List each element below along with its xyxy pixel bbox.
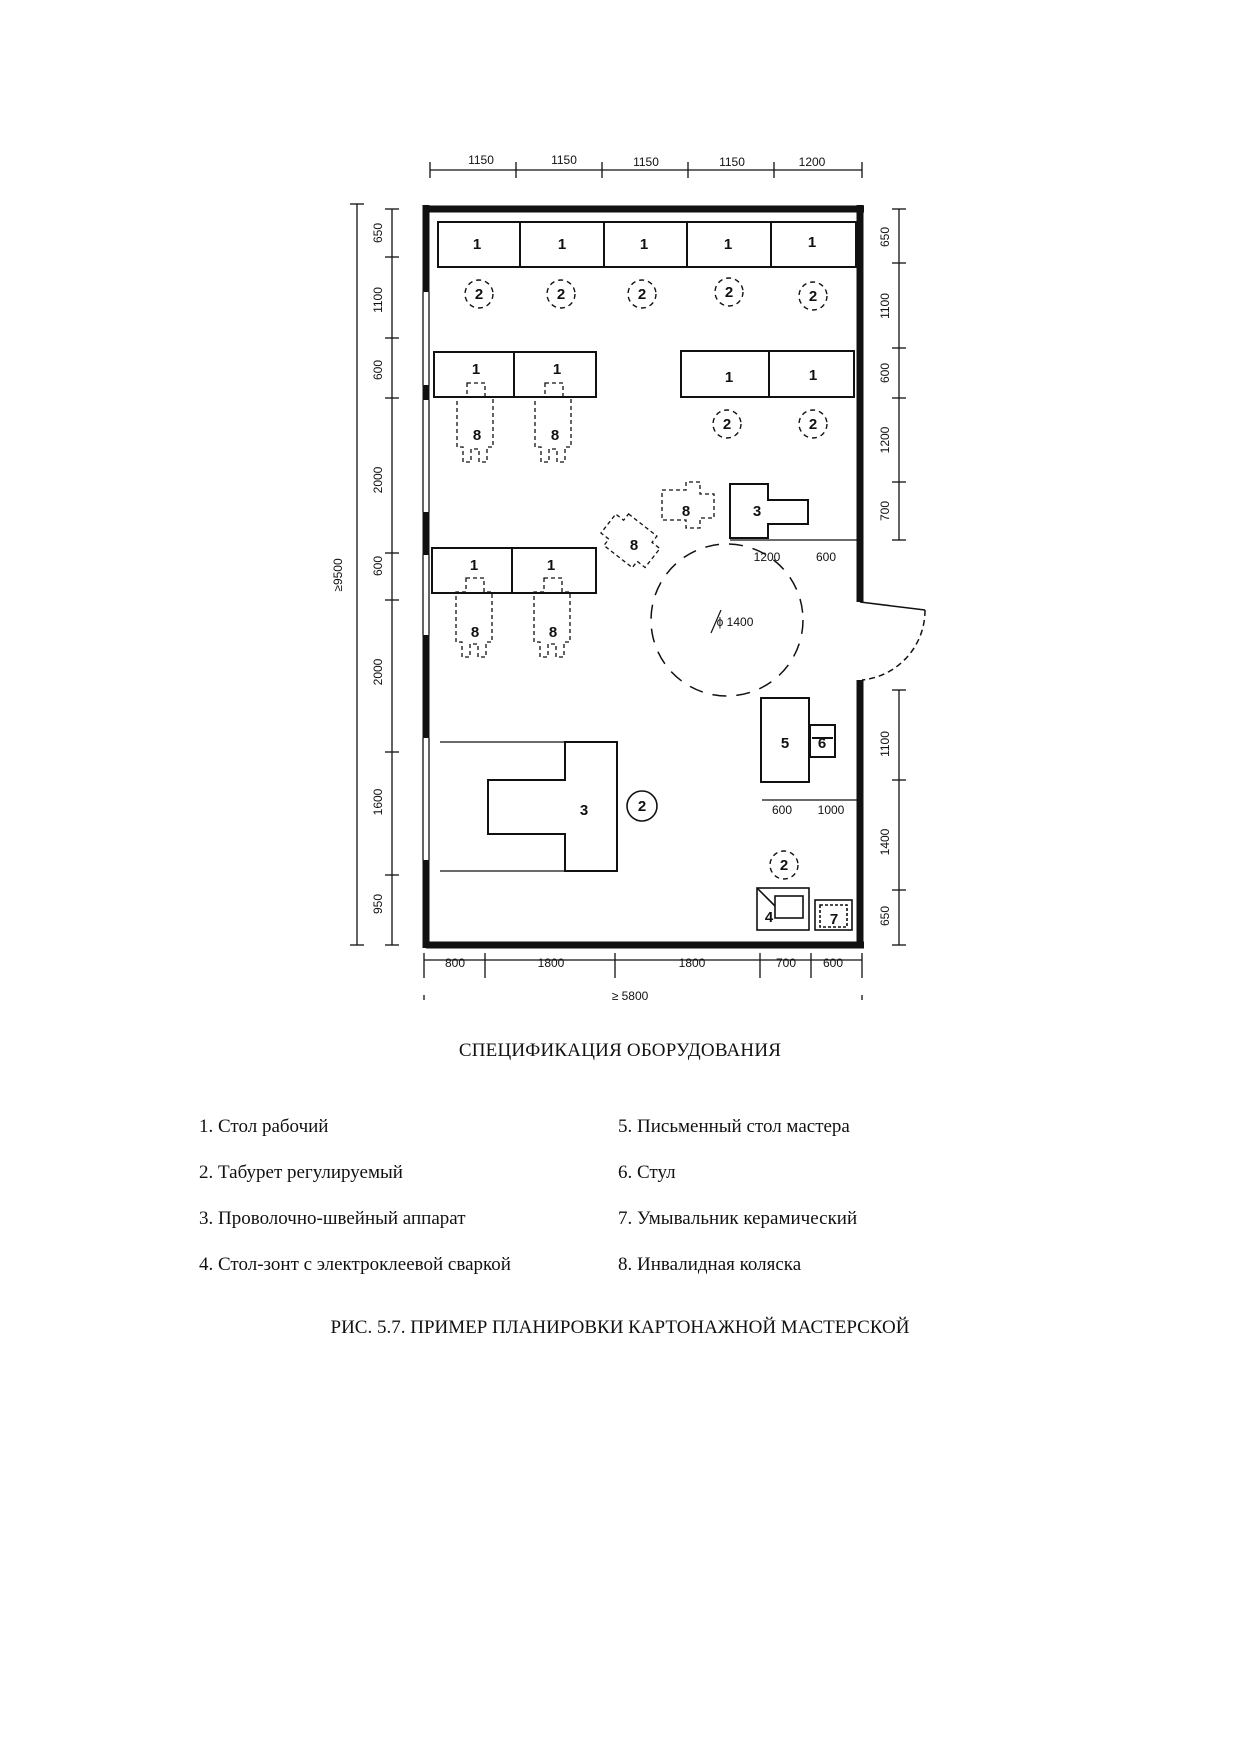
dim-right-2: 1100 <box>878 293 892 319</box>
mark-stool: 2 <box>808 288 818 305</box>
dim-top-2: 1150 <box>551 153 577 167</box>
dim-total-height: ≥9500 <box>331 558 345 592</box>
dim-left-7: 1600 <box>371 788 385 816</box>
dim-top-5: 1200 <box>798 155 826 169</box>
mark-stool: 2 <box>724 284 734 301</box>
dim-interior-4: 1000 <box>817 803 845 817</box>
dim-interior-3: 600 <box>771 803 793 817</box>
spec-list-left <box>199 1104 511 1288</box>
mark-table: 1 <box>724 369 734 386</box>
spec-item: 1. Стол рабочий <box>199 1116 329 1137</box>
dim-left-2: 1100 <box>371 287 385 313</box>
dim-bottom-5: 600 <box>822 956 844 970</box>
mark-wheelchair: 8 <box>548 624 558 641</box>
mark-hood: 4 <box>764 909 774 926</box>
dim-top-4: 1150 <box>719 155 745 169</box>
dim-top-1: 1150 <box>468 153 494 167</box>
mark-stool: 2 <box>474 286 484 303</box>
windows <box>423 292 429 860</box>
dim-left-6: 2000 <box>371 658 385 686</box>
mark-stool: 2 <box>637 286 647 303</box>
spec-item: 8. Инвалидная коляска <box>618 1254 802 1275</box>
mark-table: 1 <box>557 236 567 253</box>
dim-bottom-4: 700 <box>775 956 797 970</box>
figure-caption: РИС. 5.7. ПРИМЕР ПЛАНИРОВКИ КАРТОНАЖНОЙ МАСТЕРСКОЙ <box>330 1317 910 1338</box>
dim-left-4: 2000 <box>371 466 385 494</box>
dim-right-8: 650 <box>878 905 892 927</box>
dim-top-3: 1150 <box>633 155 659 169</box>
dim-bottom-2: 1800 <box>537 956 565 970</box>
machines <box>488 484 808 871</box>
stools <box>465 278 827 879</box>
work-tables <box>432 222 856 593</box>
spec-item: 7. Умывальник керамический <box>618 1208 858 1229</box>
mark-chair: 6 <box>817 735 827 752</box>
mark-table: 1 <box>472 236 482 253</box>
dim-right-6: 1100 <box>878 731 892 757</box>
spec-item: 4. Стол-зонт с электроклеевой сваркой <box>199 1254 511 1275</box>
mark-table: 1 <box>469 557 479 574</box>
spec-item: 6. Стул <box>618 1162 676 1183</box>
dim-interior-2: 600 <box>815 550 837 564</box>
dim-right-7: 1400 <box>878 828 892 856</box>
spec-item: 5. Письменный стол мастера <box>618 1116 850 1137</box>
spec-item: 2. Табурет регулируемый <box>199 1162 403 1183</box>
wheelchairs <box>456 383 714 657</box>
mark-wheelchair: 8 <box>629 537 639 554</box>
dim-left-8: 950 <box>371 893 385 915</box>
mark-table: 1 <box>807 234 817 251</box>
mark-sink: 7 <box>829 911 839 928</box>
spec-title: СПЕЦИФИКАЦИЯ ОБОРУДОВАНИЯ <box>458 1040 782 1061</box>
mark-table: 1 <box>723 236 733 253</box>
door <box>860 602 925 680</box>
mark-wheelchair: 8 <box>470 624 480 641</box>
mark-table: 1 <box>552 361 562 378</box>
spec-list-right <box>618 1104 857 1288</box>
mark-stool: 2 <box>779 857 789 874</box>
dim-right-5: 700 <box>878 500 892 522</box>
dim-bottom-3: 1800 <box>678 956 706 970</box>
mark-stool: 2 <box>808 416 818 433</box>
mark-stool: 2 <box>556 286 566 303</box>
mark-stool: 2 <box>637 798 647 815</box>
mark-desk: 5 <box>780 735 790 752</box>
mark-stool: 2 <box>722 416 732 433</box>
dim-left-1: 650 <box>371 222 385 244</box>
spec-item: 3. Проволочно-швейный аппарат <box>199 1208 466 1229</box>
dim-total-width: ≥ 5800 <box>611 989 649 1000</box>
dimension-lines <box>350 162 906 1000</box>
dim-right-3: 600 <box>878 362 892 384</box>
mark-wheelchair: 8 <box>472 427 482 444</box>
walls <box>426 205 864 948</box>
dim-bottom-1: 800 <box>444 956 466 970</box>
dim-right-4: 1200 <box>878 426 892 454</box>
dim-left-3: 600 <box>371 359 385 381</box>
mark-table: 1 <box>639 236 649 253</box>
mark-machine: 3 <box>579 802 589 819</box>
dim-right-1: 650 <box>878 226 892 248</box>
mark-table: 1 <box>546 557 556 574</box>
dim-interior-1: 1200 <box>753 550 781 564</box>
mark-table: 1 <box>808 367 818 384</box>
mark-machine: 3 <box>752 503 762 520</box>
circle-diameter-label: ϕ 1400 <box>716 615 754 629</box>
mark-table: 1 <box>471 361 481 378</box>
dim-left-5: 600 <box>371 555 385 577</box>
mark-wheelchair: 8 <box>681 503 691 520</box>
mark-wheelchair: 8 <box>550 427 560 444</box>
